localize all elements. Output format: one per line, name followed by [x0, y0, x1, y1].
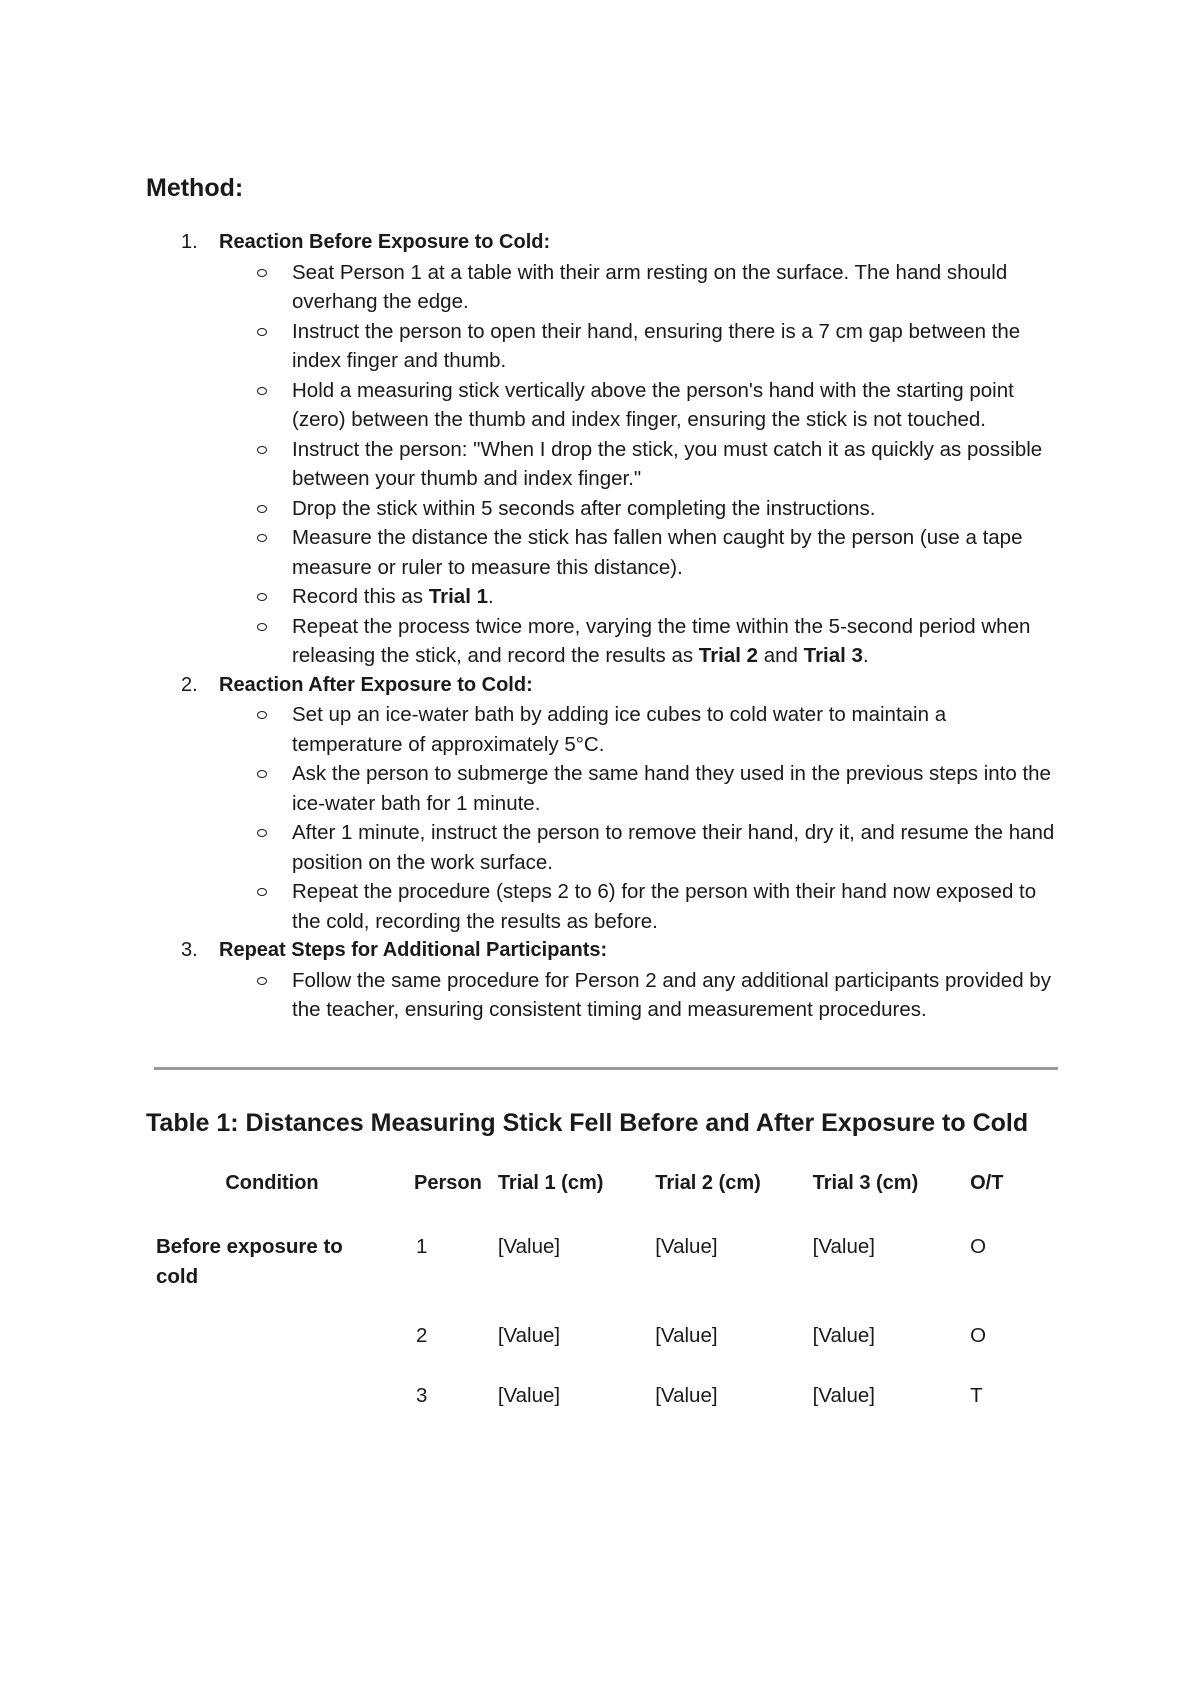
cell-trial-1: [Value] [497, 1235, 561, 1258]
bullet-circle-icon [257, 446, 267, 454]
bullet-circle-icon [257, 977, 267, 985]
cell-person: 1 [416, 1235, 428, 1258]
trial-3-label: Trial 3 [803, 644, 863, 667]
substep: Ask the person to submerge the same hand they used in the previous steps into the ice-water bath for 1 minute. [219, 759, 1056, 818]
cell-trial-1: [Value] [497, 1383, 561, 1407]
substep: Measure the distance the stick has fallen when caught by the person (use a tape measure or ruler to measure this distance). [219, 523, 1056, 582]
cell-person: 2 [416, 1324, 428, 1347]
method-step [146, 936, 1056, 1025]
table-title: Table 1: Distances Measuring Stick Fell Before and After Exposure to Cold [146, 1108, 1029, 1137]
header-trial-2: Trial 2 (cm) [655, 1171, 761, 1194]
header-trial-1: Trial 1 (cm) [497, 1171, 604, 1194]
header-ot: O/T [970, 1171, 1004, 1194]
bullet-circle-icon [257, 711, 267, 719]
cell-trial-3: [Value] [812, 1383, 875, 1407]
bullet-circle-icon [257, 387, 267, 395]
substep: After 1 minute, instruct the person to remove their hand, dry it, and resume the hand position on the work surface. [219, 818, 1056, 877]
step-substeps [219, 258, 1056, 671]
substep: Seat Person 1 at a table with their arm resting on the surface. The hand should overhang the edge. [219, 258, 1056, 317]
substep-record-trial-1: Record this as Trial 1. [219, 582, 1056, 612]
cell-condition [146, 1307, 398, 1367]
header-person: Person [414, 1171, 482, 1194]
cell-trial-1: [Value] [497, 1324, 561, 1347]
table-row [146, 1367, 1026, 1427]
bullet-circle-icon [257, 770, 267, 778]
substep: Drop the stick within 5 seconds after completing the instructions. [219, 494, 1056, 524]
bullet-circle-icon [257, 269, 267, 277]
trial-2-label: Trial 2 [698, 644, 759, 667]
cell-trial-3: [Value] [812, 1235, 875, 1258]
cell-condition [146, 1367, 398, 1427]
cell-ot: T [970, 1383, 983, 1407]
results-table [146, 1155, 1026, 1427]
step-title: Reaction Before Exposure to Cold: [219, 231, 551, 253]
bullet-circle-icon [257, 829, 267, 837]
bullet-circle-icon [257, 593, 267, 601]
cell-ot: O [970, 1235, 987, 1258]
substep: Instruct the person to open their hand, ensuring there is a 7 cm gap between the index finger and thumb. [219, 317, 1056, 376]
step-substeps [219, 700, 1056, 936]
substep: Repeat the procedure (steps 2 to 6) for the person with their hand now exposed to the cold, recording the results as before. [219, 877, 1056, 936]
bullet-circle-icon [257, 534, 267, 542]
cell-trial-2: [Value] [655, 1383, 718, 1407]
bullet-circle-icon [257, 328, 267, 336]
step-title: Repeat Steps for Additional Participants: [219, 939, 608, 961]
table-row [146, 1218, 1026, 1307]
substep: Instruct the person: "When I drop the stick, you must catch it as quickly as possible between your thumb and index finger." [219, 435, 1056, 494]
step-title: Reaction After Exposure to Cold: [219, 673, 533, 696]
step-substeps [219, 966, 1056, 1025]
table-row [146, 1307, 1026, 1367]
substep-repeat-trials: Repeat the process twice more, varying the time within the 5-second period when releasing the stick, and record the results as Trial 2 and Trial 3. [219, 612, 1056, 671]
step-number: 1. [181, 231, 198, 253]
cell-trial-2: [Value] [655, 1235, 718, 1258]
document-page [146, 172, 1056, 1426]
header-condition: Condition [225, 1171, 319, 1194]
method-steps [146, 228, 1056, 1025]
substep: Follow the same procedure for Person 2 and any additional participants provided by the teacher, ensuring consistent timing and measurement procedures. [219, 966, 1056, 1025]
method-step [146, 228, 1056, 671]
substep: Hold a measuring stick vertically above the person's hand with the starting point (zero) between the thumb and index finger, ensuring the stick is not touched. [219, 376, 1056, 435]
section-divider [154, 1067, 1058, 1070]
bullet-circle-icon [257, 888, 267, 896]
step-number: 3. [181, 939, 198, 961]
substep: Set up an ice-water bath by adding ice cubes to cold water to maintain a temperature of approximately 5°C. [219, 700, 1056, 759]
cell-condition: Before exposure to cold [156, 1235, 343, 1288]
cell-person: 3 [416, 1383, 428, 1407]
trial-1-label: Trial 1 [428, 585, 488, 608]
method-heading: Method: [146, 174, 244, 202]
cell-trial-3: [Value] [812, 1324, 875, 1347]
table-header-row [146, 1155, 1026, 1219]
header-trial-3: Trial 3 (cm) [812, 1171, 919, 1194]
method-step [146, 671, 1056, 937]
cell-trial-2: [Value] [655, 1324, 718, 1347]
cell-ot: O [970, 1324, 987, 1347]
bullet-circle-icon [257, 505, 267, 513]
bullet-circle-icon [257, 623, 267, 631]
step-number: 2. [181, 673, 198, 696]
